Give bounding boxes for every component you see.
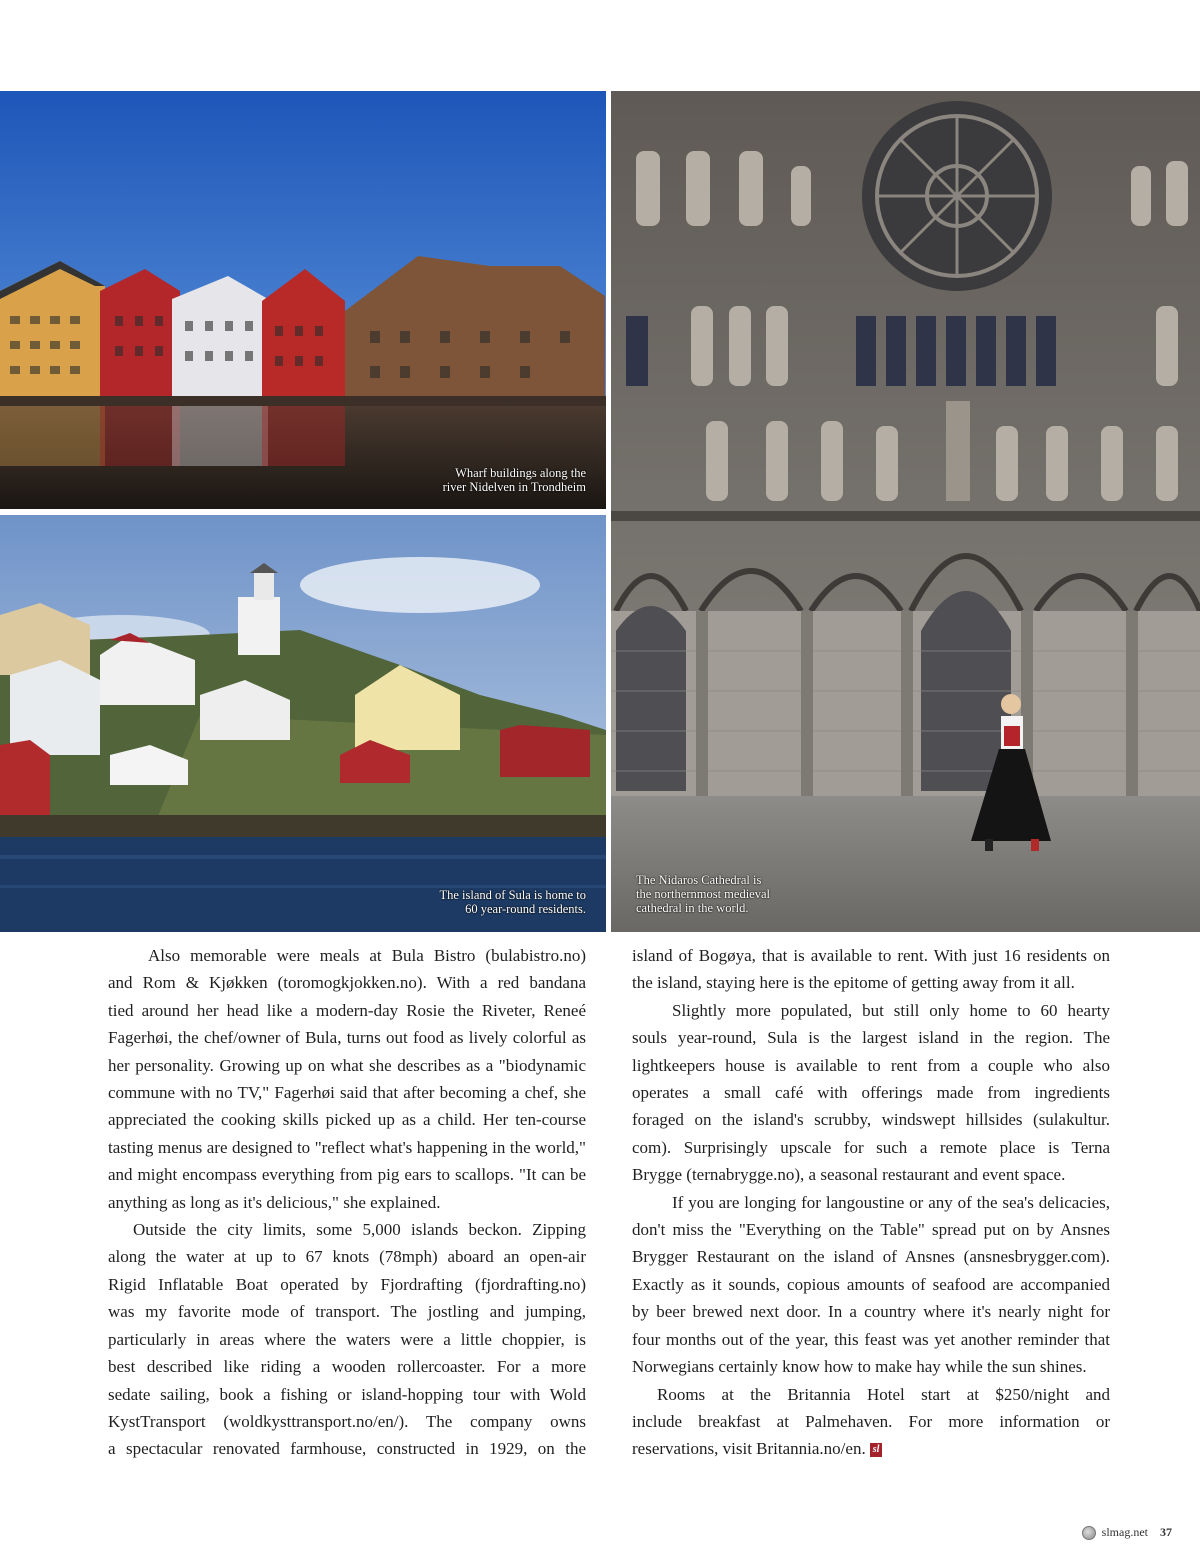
- text-line: operates a small café with offerings made from ingredients: [632, 1083, 1110, 1103]
- wharf-caption: Wharf buildings along the river Nidelven in Trondheim: [442, 466, 586, 494]
- right-column: [632, 942, 1110, 1463]
- text-line: and might encompass everything from pig ears to scallops. "It can be: [108, 1165, 586, 1185]
- text-line: Exactly as it sounds, copious amounts of seafood are accompanied: [632, 1274, 1110, 1294]
- text-line: by beer brewed next door. In a country where it's nearly night for: [632, 1302, 1110, 1322]
- text-line: Norwegians certainly know how to make hay while the sun shines.: [632, 1357, 1087, 1377]
- wharf-photo: [0, 91, 606, 509]
- text-line: appreciated the cooking skills picked up as a child. Her ten-course: [108, 1110, 586, 1130]
- text-line: commune with no TV," Fagerhøi said that after becoming a chef, she: [108, 1083, 586, 1103]
- text-line: four months out of the year, this feast was yet another reminder that: [632, 1329, 1110, 1349]
- cathedral-photo: [611, 91, 1200, 932]
- text-line: the island, staying here is the epitome of getting away from it all.: [632, 973, 1075, 993]
- text-line: her personality. Growing up on what she describes as a "biodynamic: [108, 1055, 586, 1075]
- text-line: include breakfast at Palmehaven. For more information or: [632, 1411, 1110, 1431]
- text-line: Also memorable were meals at Bula Bistro (bulabistro.no): [148, 946, 586, 965]
- text-line: Brygger Restaurant on the island of Ansnes (ansnesbrygger.com).: [632, 1247, 1110, 1267]
- text-line: along the water at up to 67 knots (78mph) aboard an open-air: [108, 1247, 586, 1267]
- globe-icon: [1082, 1526, 1096, 1540]
- text-line: KystTransport (woldkysttransport.no/en/). The company owns: [108, 1411, 586, 1431]
- text-line: Outside the city limits, some 5,000 islands beckon. Zipping: [133, 1220, 586, 1240]
- text-line: Fagerhøi, the chef/owner of Bula, turns out food as lively colorful as: [108, 1028, 586, 1048]
- text-line: don't miss the "Everything on the Table" spread put on by Ansnes: [632, 1220, 1110, 1240]
- sula-photo: [0, 515, 606, 932]
- text-line: particularly in areas where the waters were a little choppier, is: [108, 1329, 586, 1349]
- text-line: and Rom & Kjøkken (toromogkjokken.no). With a red bandana: [108, 973, 586, 993]
- text-line: a spectacular renovated farmhouse, constructed in 1929, on the: [108, 1439, 586, 1459]
- text-line: reservations, visit Britannia.no/en. sl: [632, 1435, 1110, 1462]
- text-line: If you are longing for langoustine or any of the sea's delicacies,: [672, 1192, 1110, 1212]
- text-line: tied around her head like a modern-day Rosie the Riveter, Reneé: [108, 1000, 586, 1020]
- text-line: lightkeepers house is available to rent from a couple who also: [632, 1055, 1110, 1075]
- text-line: best described like riding a wooden rollercoaster. For a more: [108, 1357, 586, 1377]
- text-line: Rigid Inflatable Boat operated by Fjordrafting (fjordrafting.no): [108, 1274, 586, 1294]
- text-line: Slightly more populated, but still only home to 60 hearty: [672, 1000, 1110, 1020]
- text-line: sedate sailing, book a fishing or island-hopping tour with Wold: [108, 1384, 586, 1404]
- text-line: tasting menus are designed to "reflect what's happening in the world,": [108, 1137, 586, 1157]
- cathedral-caption: The Nidaros Cathedral is the northernmost medieval cathedral in the world.: [636, 873, 770, 915]
- text-line: Rooms at the Britannia Hotel start at $250/night and: [657, 1384, 1110, 1404]
- text-line: island of Bogøya, that is available to rent. With just 16 residents on: [632, 946, 1110, 965]
- text-line: anything as long as it's delicious," she explained.: [108, 1192, 441, 1212]
- text-line: com). Surprisingly upscale for such a remote place is Terna: [632, 1137, 1110, 1157]
- page-number: 37: [1160, 1525, 1172, 1539]
- site-url: slmag.net: [1101, 1525, 1148, 1539]
- page-footer: [1082, 1525, 1172, 1540]
- text-line: souls year-round, Sula is the largest island in the region. The: [632, 1028, 1110, 1048]
- text-line: Brygge (ternabrygge.no), a seasonal restaurant and event space.: [632, 1165, 1066, 1185]
- left-column: [108, 942, 586, 1463]
- text-line: was my favorite mode of transport. The jostling and jumping,: [108, 1302, 586, 1322]
- sula-caption: The island of Sula is home to 60 year-round residents.: [439, 888, 586, 916]
- sl-end-mark-icon: sl: [870, 1443, 883, 1457]
- text-line: foraged on the island's scrubby, windswept hillsides (sulakultur.: [632, 1110, 1110, 1130]
